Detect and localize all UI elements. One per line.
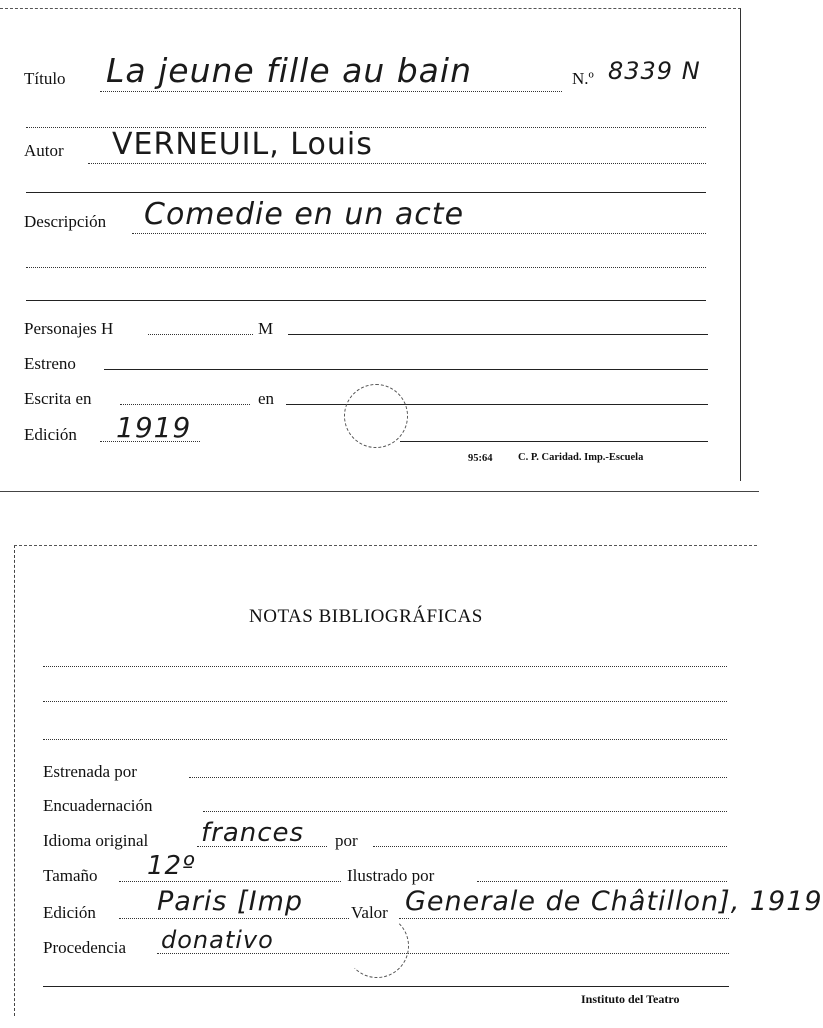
- idioma-line: [197, 846, 327, 847]
- valor-line: [399, 918, 729, 919]
- procedencia-line: [157, 953, 729, 954]
- tamano-line: [119, 881, 341, 882]
- tamano-label: Tamaño: [43, 866, 98, 885]
- card-separator: [0, 491, 759, 492]
- stamp-circle: [344, 384, 408, 448]
- personajes-h-line: [148, 334, 253, 335]
- edicion-back-label: Edición: [43, 903, 96, 922]
- titulo-value: La jeune fille au bain: [106, 51, 472, 90]
- escrita-label: Escrita en: [24, 389, 92, 408]
- descripcion-label: Descripción: [24, 212, 107, 231]
- personajes-label: Personajes H: [24, 319, 114, 338]
- printer-name: C. P. Caridad. Imp.-Escuela: [518, 452, 644, 463]
- institute-footer: Instituto del Teatro: [581, 992, 680, 1006]
- estrenada-line: [189, 777, 727, 778]
- edicion-line-right: [400, 441, 708, 442]
- personajes-m-line: [288, 334, 708, 335]
- escrita-line: [120, 404, 250, 405]
- notas-heading: NOTAS BIBLIOGRÁFICAS: [249, 606, 483, 627]
- autor-line: [88, 163, 706, 164]
- descripcion-line-3: [26, 300, 706, 301]
- estreno-line: [104, 369, 708, 370]
- encuadernacion-line: [203, 811, 727, 812]
- escrita-en2-label: en: [258, 389, 275, 408]
- edicion-back-line: [119, 918, 349, 919]
- ilustrado-label: Ilustrado por: [347, 866, 435, 885]
- tamano-value: 12º: [147, 851, 196, 881]
- numero-value: 8339 N: [608, 57, 701, 85]
- estreno-label: Estreno: [24, 354, 76, 373]
- stamp-arc: [345, 914, 409, 978]
- por-label: por: [335, 831, 358, 850]
- edicion-value: 1919: [116, 411, 192, 444]
- edicion-back-value-a: Paris [Imp: [157, 886, 304, 917]
- titulo-label: Título: [24, 69, 66, 88]
- front-catalog-card: [0, 8, 741, 481]
- autor-line-2: [26, 192, 706, 193]
- idioma-value: frances: [201, 818, 305, 848]
- notas-line-1: [43, 666, 727, 667]
- autor-label: Autor: [24, 141, 64, 160]
- titulo-line: [100, 91, 562, 92]
- edicion-label: Edición: [24, 425, 77, 444]
- printer-code: 95:64: [468, 453, 493, 464]
- procedencia-value: donativo: [161, 926, 274, 954]
- encuadernacion-label: Encuadernación: [43, 796, 153, 815]
- descripcion-line: [132, 233, 706, 234]
- ilustrado-line: [477, 881, 727, 882]
- personajes-m-label: M: [258, 319, 274, 338]
- back-catalog-card: [14, 545, 823, 1016]
- descripcion-line-2: [26, 267, 706, 268]
- numero-label: N.º: [572, 69, 594, 88]
- edicion-back-value-b: Generale de Châtillon], 1919: [405, 886, 823, 917]
- valor-label: Valor: [351, 903, 388, 922]
- autor-value: VERNEUIL, Louis: [112, 127, 373, 162]
- procedencia-label: Procedencia: [43, 938, 127, 957]
- notas-line-2: [43, 701, 727, 702]
- idioma-label: Idioma original: [43, 831, 149, 850]
- estrenada-label: Estrenada por: [43, 762, 137, 781]
- por-line: [373, 846, 727, 847]
- back-bottom-line: [43, 986, 729, 987]
- descripcion-value: Comedie en un acte: [144, 197, 465, 232]
- edicion-line: [100, 441, 200, 442]
- notas-line-3: [43, 739, 727, 740]
